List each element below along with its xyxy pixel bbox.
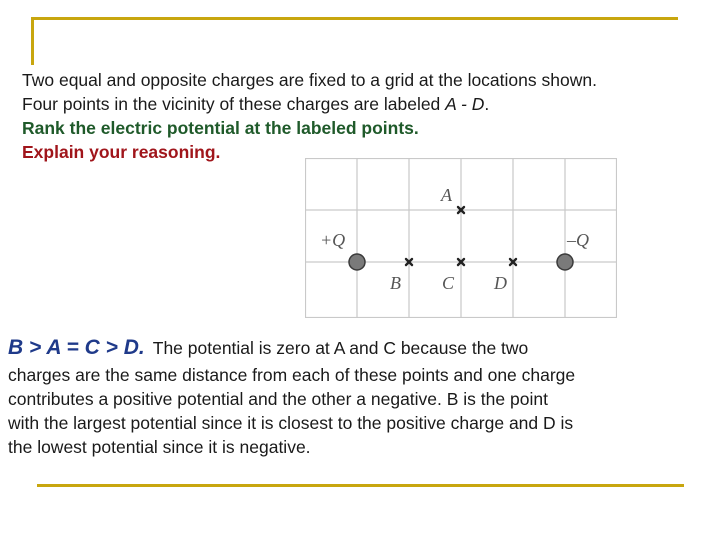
point-range-label: A - D <box>445 94 485 114</box>
question-instruction: Rank the electric potential at the labeled points. <box>22 118 419 138</box>
top-rule <box>31 17 678 20</box>
question-line-2 <box>22 93 489 115</box>
answer-explanation <box>8 363 698 459</box>
left-rule <box>31 17 34 65</box>
point-a-label: A <box>441 185 452 205</box>
point-b-label: B <box>390 273 401 293</box>
answer-line-2: charges are the same distance from each of these points and one charge <box>8 365 576 385</box>
question-line-2-text: Four points in the vicinity of these charges are labeled <box>22 94 446 114</box>
answer-line-3: contributes a positive potential and the other a negative. B is the point <box>8 389 548 409</box>
point-c-label: C <box>442 273 455 293</box>
potential-ranking: B > A = C > D. <box>8 336 145 359</box>
bottom-rule <box>37 484 684 487</box>
positive-charge-label: +Q <box>320 230 346 250</box>
question-line-2-end: . <box>484 94 490 114</box>
negative-charge <box>557 254 573 270</box>
answer-line-4: with the largest potential since it is closest to the positive charge and D is <box>8 413 574 433</box>
answer-line-1: The potential is zero at A and C because the two <box>152 338 529 358</box>
charge-grid-figure <box>305 158 617 318</box>
negative-charge-label: –Q <box>567 230 589 250</box>
answer-line-5: the lowest potential since it is negative. <box>8 437 311 457</box>
point-d-label: D <box>494 273 507 293</box>
positive-charge <box>349 254 365 270</box>
answer-first-line <box>8 336 698 360</box>
question-prompt: Explain your reasoning. <box>22 142 221 162</box>
question-line-1: Two equal and opposite charges are fixed to a grid at the locations shown. <box>22 70 597 90</box>
